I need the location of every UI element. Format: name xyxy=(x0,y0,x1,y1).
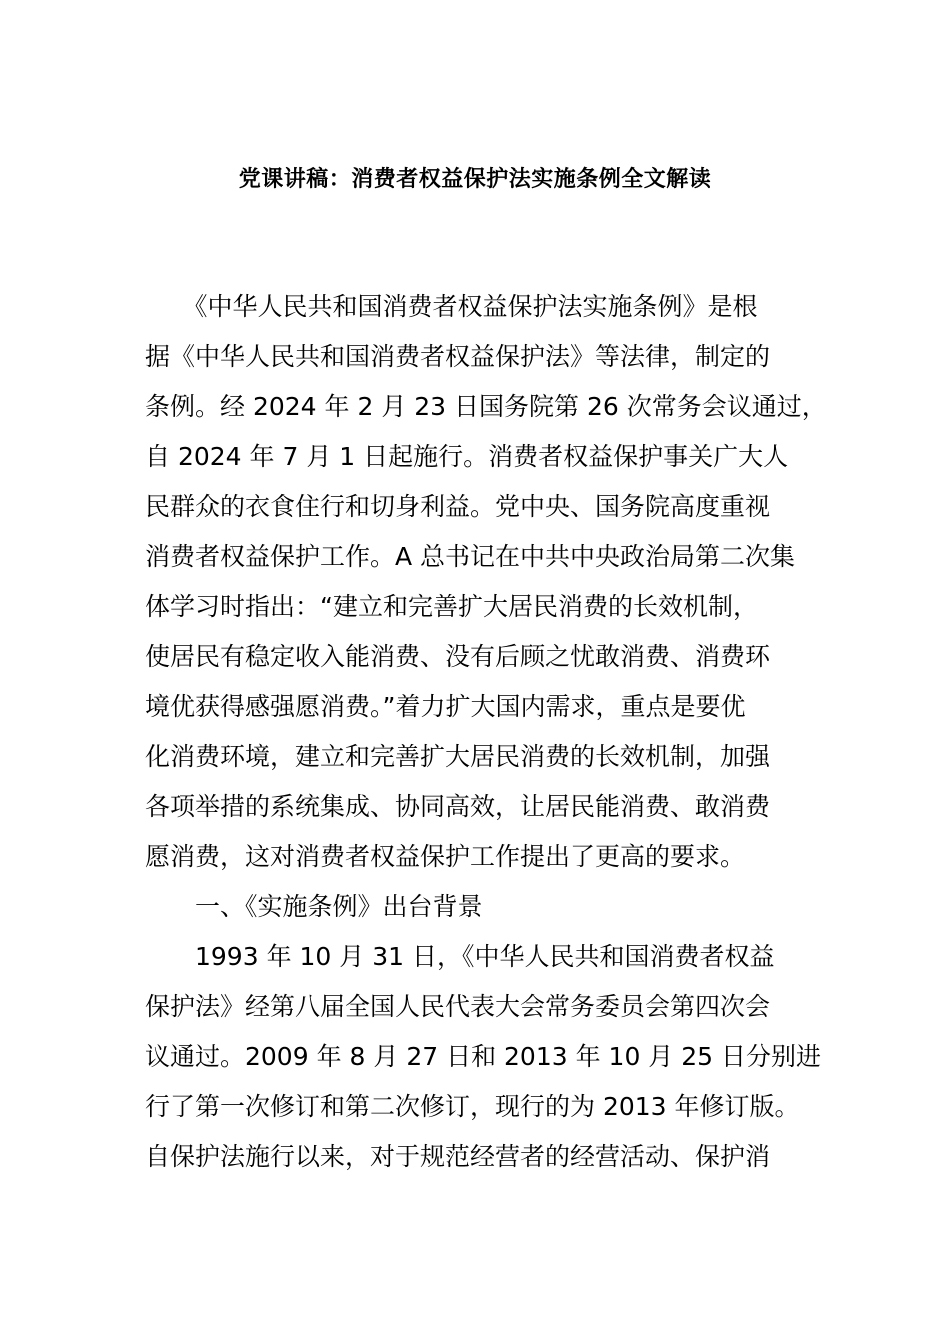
body-line: 自 2024 年 7 月 1 日起施行。消费者权益保护事关广大人 xyxy=(145,442,789,471)
body-line: 据《中华人民共和国消费者权益保护法》等法律，制定的 xyxy=(145,342,771,371)
body-line: 消费者权益保护工作。A 总书记在中共中央政治局第二次集 xyxy=(145,542,796,571)
body-line: 化消费环境，建立和完善扩大居民消费的长效机制，加强 xyxy=(145,742,771,771)
body-line: 议通过。2009 年 8 月 27 日和 2013 年 10 月 25 日分别进 xyxy=(145,1042,822,1071)
document-title: 党课讲稿：消费者权益保护法实施条例全文解读 xyxy=(238,167,712,192)
body-line: 1993 年 10 月 31 日，《中华人民共和国消费者权益 xyxy=(145,942,775,971)
body-line: 条例。经 2024 年 2 月 23 日国务院第 26 次常务会议通过， xyxy=(145,392,827,421)
body-line: 愿消费，这对消费者权益保护工作提出了更高的要求。 xyxy=(145,842,746,871)
body-line: 各项举措的系统集成、协同高效，让居民能消费、敢消费 xyxy=(145,792,771,821)
document-body xyxy=(145,282,835,1182)
body-line: 境优获得感强愿消费。”着力扩大国内需求，重点是要优 xyxy=(145,692,746,721)
section-heading: 一、《实施条例》出台背景 xyxy=(145,892,483,921)
body-line: 使居民有稳定收入能消费、没有后顾之忧敢消费、消费环 xyxy=(145,642,771,671)
body-line: 保护法》经第八届全国人民代表大会常务委员会第四次会 xyxy=(145,992,771,1021)
body-line: 体学习时指出：“建立和完善扩大居民消费的长效机制， xyxy=(145,592,758,621)
body-line: 民群众的衣食住行和切身利益。党中央、国务院高度重视 xyxy=(145,492,771,521)
body-line: 行了第一次修订和第二次修订，现行的为 2013 年修订版。 xyxy=(145,1092,800,1121)
body-line: 《中华人民共和国消费者权益保护法实施条例》是根 xyxy=(145,292,758,321)
body-line: 自保护法施行以来，对于规范经营者的经营活动、保护消 xyxy=(145,1142,771,1171)
